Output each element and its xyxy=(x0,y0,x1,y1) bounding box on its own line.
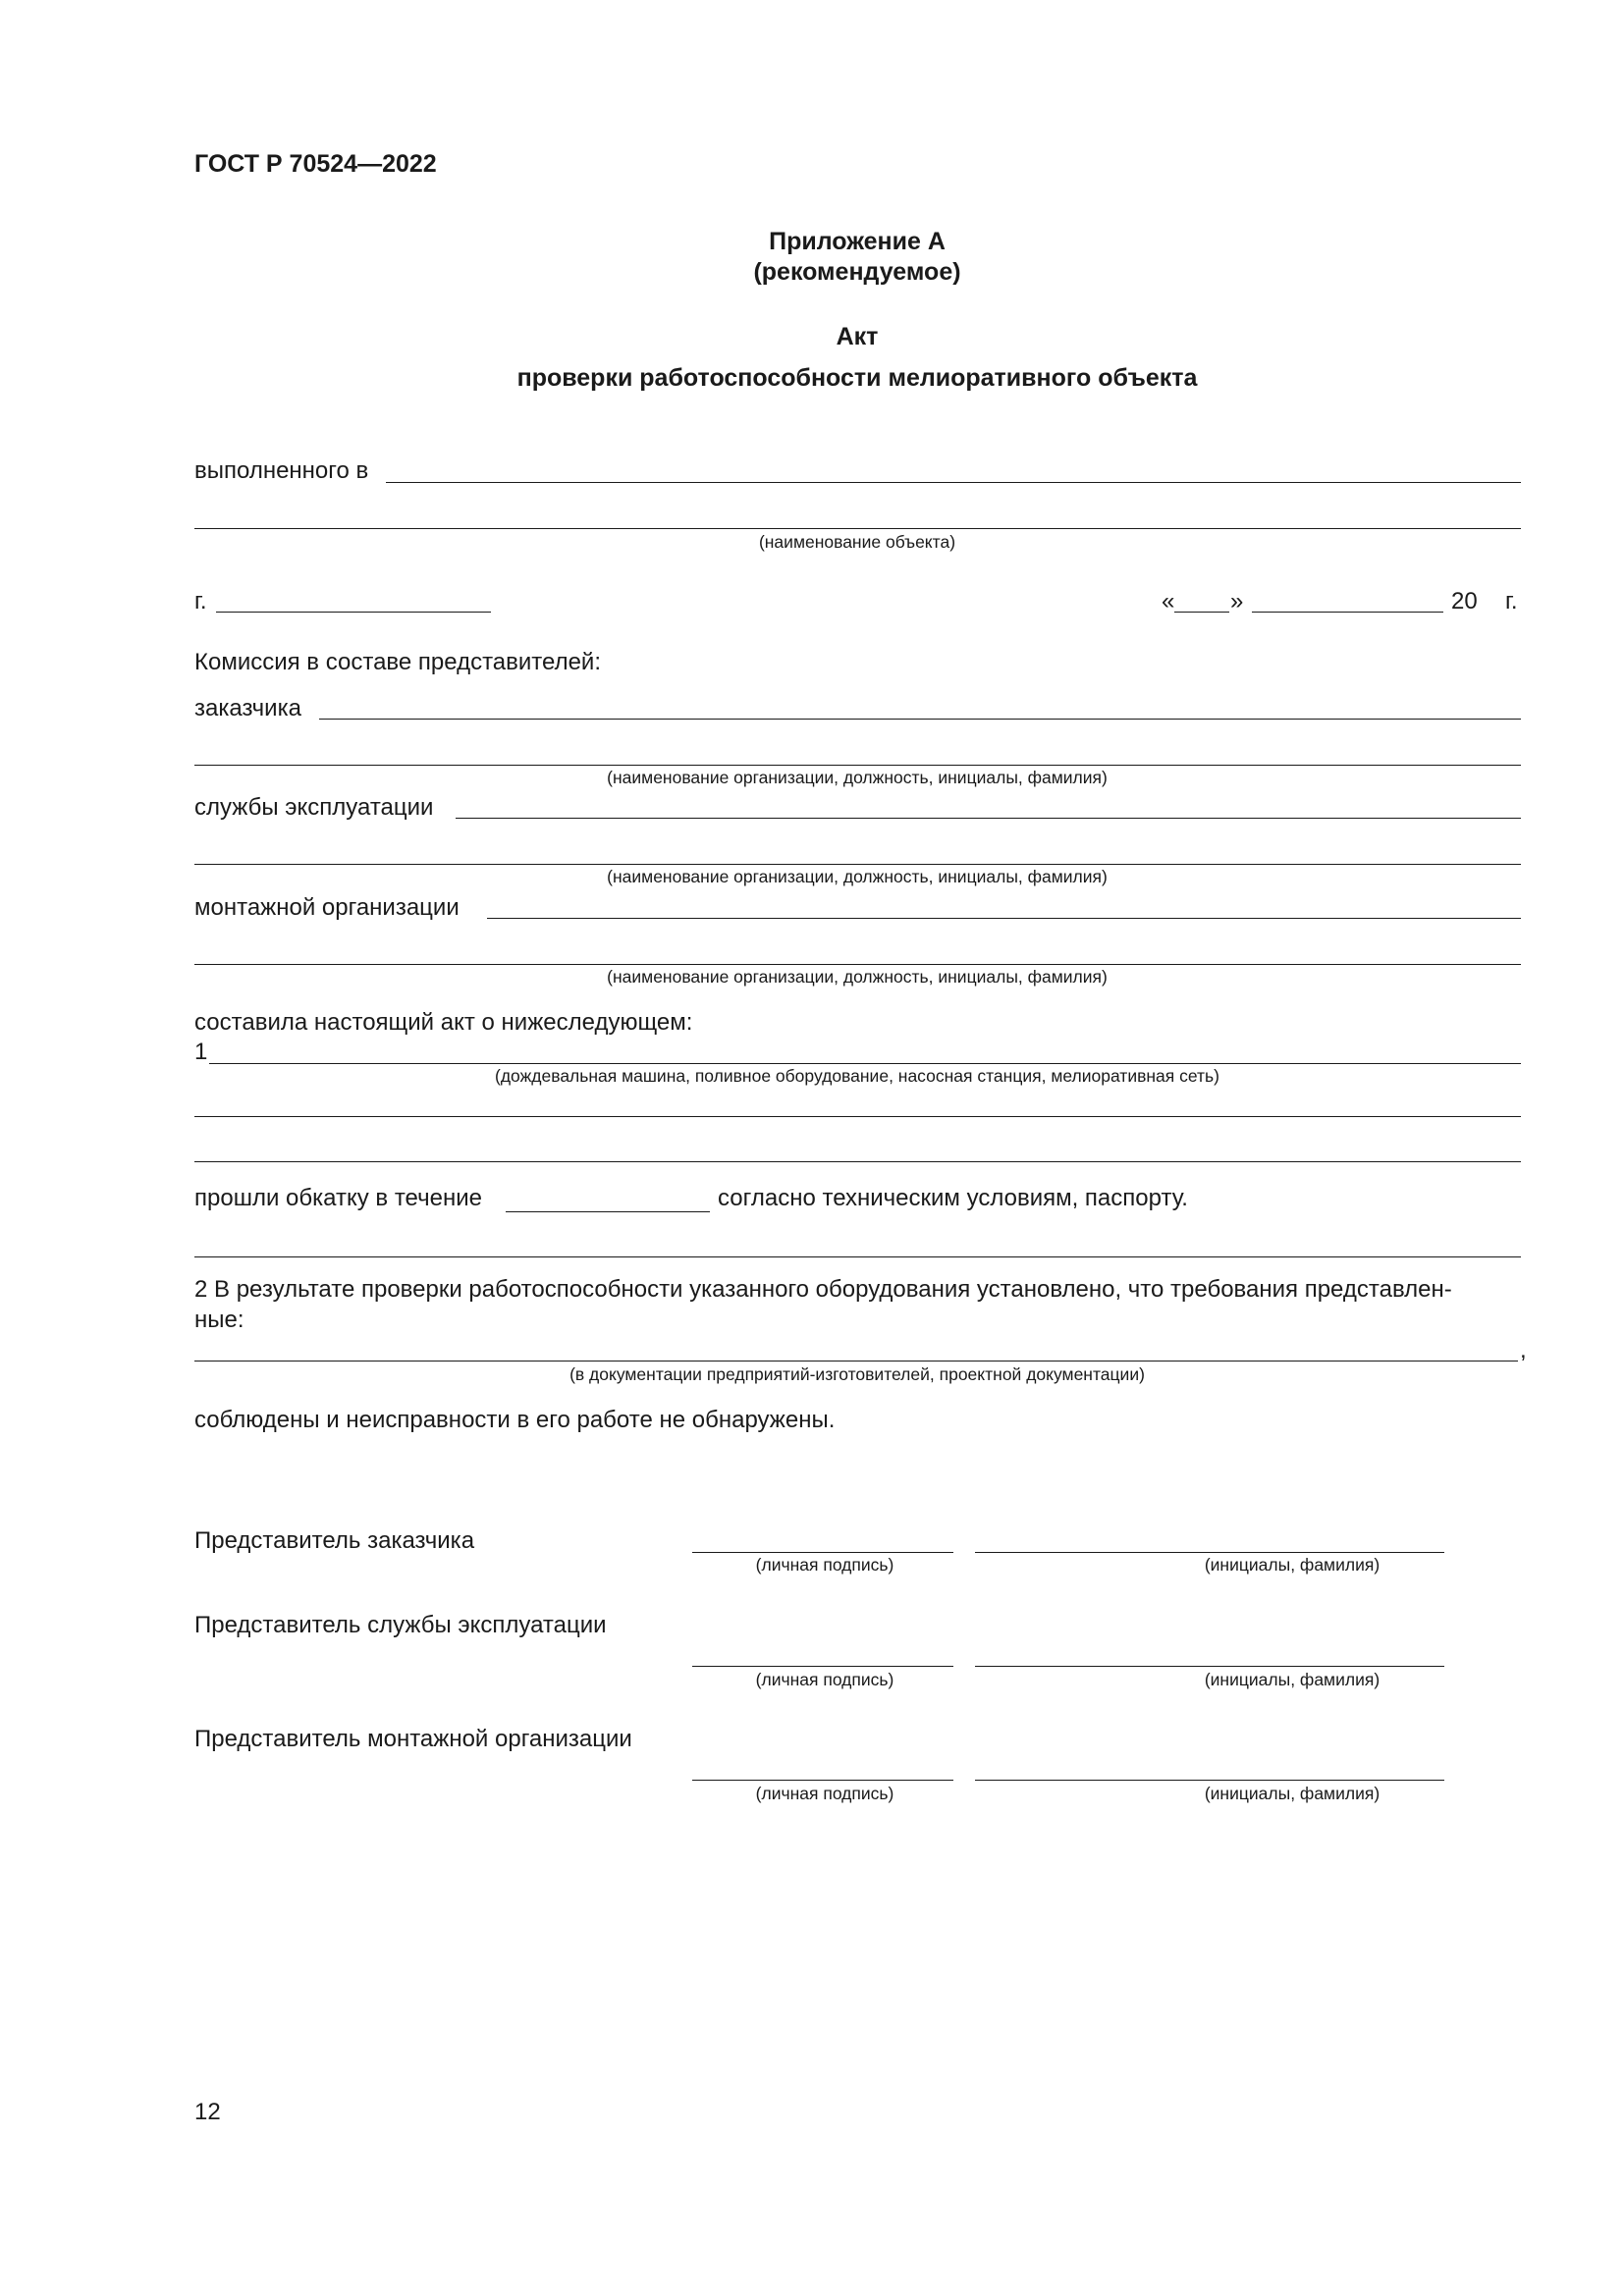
date-open-quote: « xyxy=(1162,588,1175,614)
act-statement: составила настоящий акт о нижеследующем: xyxy=(194,1009,693,1036)
runin-text-a: прошли обкатку в течение xyxy=(194,1185,482,1211)
object-name-line-2[interactable] xyxy=(194,528,1521,529)
operations-label: службы эксплуатации xyxy=(194,794,434,821)
runin-duration-field[interactable] xyxy=(506,1211,710,1212)
conclusion-text: соблюдены и неисправности в его работе не обнаружены. xyxy=(194,1407,836,1433)
appendix-title: Приложение А xyxy=(769,228,946,255)
installer-caption: (наименование организации, должность, инициалы, фамилия) xyxy=(607,967,1108,987)
year-field[interactable] xyxy=(1481,612,1500,613)
year-suffix: г. xyxy=(1505,588,1518,614)
standard-designation: ГОСТ Р 70524—2022 xyxy=(194,150,437,178)
customer-field-line-1[interactable] xyxy=(319,719,1521,720)
item2-line-1: 2 В результате проверки работоспособности указанного оборудования установлено, что требования представлен- xyxy=(194,1276,1452,1303)
object-name-line-1[interactable] xyxy=(386,482,1521,483)
operations-field-line-2[interactable] xyxy=(194,864,1521,865)
appendix-status: (рекомендуемое) xyxy=(753,258,961,286)
name-caption-operations: (инициалы, фамилия) xyxy=(1204,1670,1380,1689)
name-caption-installer: (инициалы, фамилия) xyxy=(1204,1784,1380,1803)
signature-line-customer[interactable] xyxy=(692,1552,953,1553)
day-field[interactable] xyxy=(1174,612,1229,613)
page-number: 12 xyxy=(194,2099,221,2125)
year-prefix: 20 xyxy=(1451,588,1478,614)
installer-field-line-1[interactable] xyxy=(487,918,1521,919)
customer-caption: (наименование организации, должность, инициалы, фамилия) xyxy=(607,768,1108,787)
city-field[interactable] xyxy=(216,612,491,613)
signature-caption-installer: (личная подпись) xyxy=(755,1784,894,1803)
city-label: г. xyxy=(194,588,207,614)
operations-field-line-1[interactable] xyxy=(456,818,1521,819)
equipment-field-line-1[interactable] xyxy=(209,1063,1521,1064)
object-name-caption: (наименование объекта) xyxy=(758,532,956,552)
trailing-comma: , xyxy=(1520,1337,1527,1363)
item2-line-2: ные: xyxy=(194,1307,244,1333)
name-caption-customer: (инициалы, фамилия) xyxy=(1204,1555,1380,1575)
customer-field-line-2[interactable] xyxy=(194,765,1521,766)
act-title: Акт xyxy=(836,323,879,350)
name-line-customer[interactable] xyxy=(975,1552,1444,1553)
act-subtitle: проверки работоспособности мелиоративного объекта xyxy=(516,364,1198,392)
documentation-caption: (в документации предприятий-изготовителей, проектной документации) xyxy=(569,1364,1145,1384)
signature-role-customer: Представитель заказчика xyxy=(194,1527,475,1554)
installer-label: монтажной организации xyxy=(194,894,460,921)
signature-role-operations: Представитель службы эксплуатации xyxy=(194,1612,607,1638)
signature-line-installer[interactable] xyxy=(692,1780,953,1781)
documentation-field[interactable] xyxy=(194,1361,1518,1362)
equipment-caption: (дождевальная машина, поливное оборудование, насосная станция, мелиоративная сеть) xyxy=(495,1066,1219,1086)
runin-extra-line[interactable] xyxy=(194,1256,1521,1257)
equipment-field-line-2[interactable] xyxy=(194,1116,1521,1117)
commission-label: Комиссия в составе представителей: xyxy=(194,649,601,675)
performed-in-label: выполненного в xyxy=(194,457,369,484)
installer-field-line-2[interactable] xyxy=(194,964,1521,965)
equipment-field-line-3[interactable] xyxy=(194,1161,1521,1162)
runin-text-b: согласно техническим условиям, паспорту. xyxy=(718,1185,1188,1211)
operations-caption: (наименование организации, должность, инициалы, фамилия) xyxy=(607,867,1108,886)
signature-role-installer: Представитель монтажной организации xyxy=(194,1726,632,1752)
signature-caption-operations: (личная подпись) xyxy=(755,1670,894,1689)
item1-number: 1 xyxy=(194,1039,208,1065)
name-line-operations[interactable] xyxy=(975,1666,1444,1667)
date-close-quote: » xyxy=(1230,588,1244,614)
month-field[interactable] xyxy=(1252,612,1443,613)
signature-line-operations[interactable] xyxy=(692,1666,953,1667)
name-line-installer[interactable] xyxy=(975,1780,1444,1781)
customer-label: заказчика xyxy=(194,695,301,721)
signature-caption-customer: (личная подпись) xyxy=(755,1555,894,1575)
